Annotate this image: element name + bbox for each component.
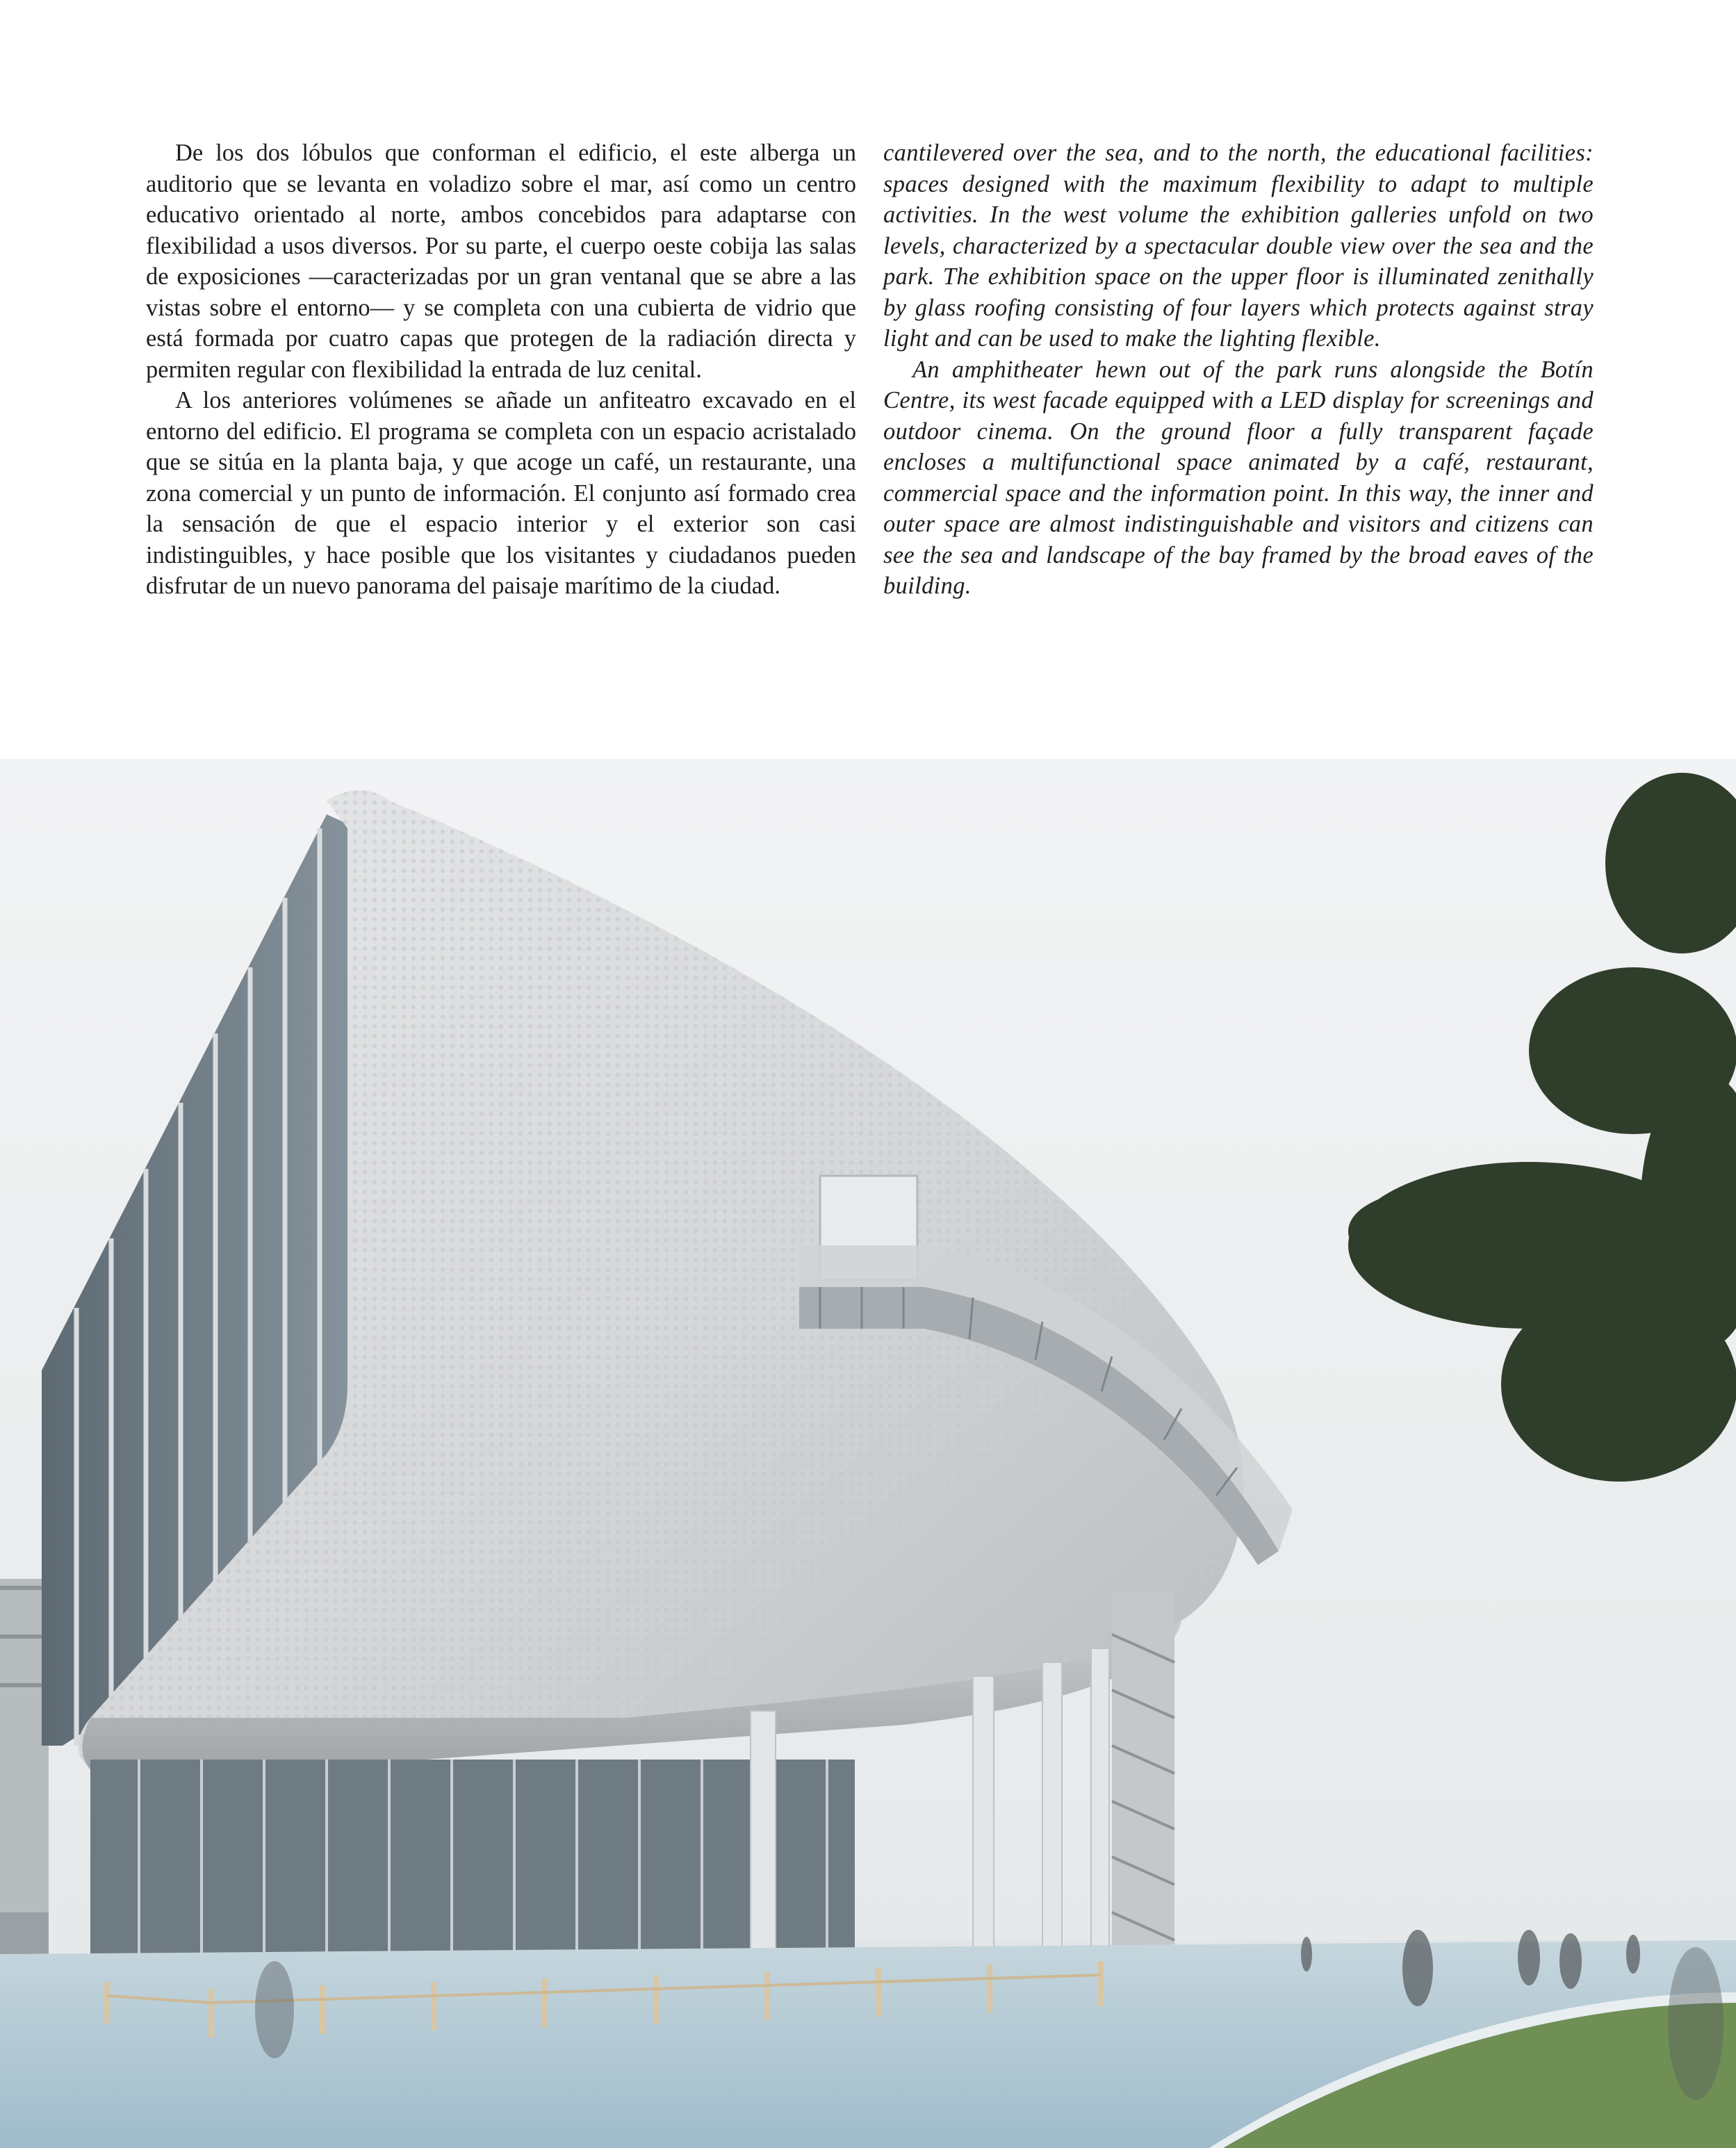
spanish-text-column xyxy=(146,138,856,602)
spanish-paragraph-2: A los anteriores volúmenes se añade un anfiteatro excavado en el entorno del edificio. El programa se completa con un espacio acristalado que se sitúa en la planta baja, y que acoge un café, un restaurante, una zona comercial y un punto de información. El conjunto así formado crea la sensación de que el espacio interior y el exterior son casi indistinguibles, y hace posible que los visitantes y ciudadanos pueden disfrutar de un nuevo panorama del paisaje marítimo de la ciudad. xyxy=(146,387,856,599)
background-building xyxy=(0,1579,49,1954)
english-paragraph-2: An amphitheater hewn out of the park runs alongside the Botín Centre, its west facade equipped with a LED display for screenings and outdoor cinema. On the ground floor a fully transparent façade encloses a multifunctional space animated by a café, restaurant, commercial space and the information point. In this way, the inner and outer space are almost indistinguishable and visitors and citizens can see the sea and landscape of the bay framed by the broad eaves of the building. xyxy=(883,356,1594,599)
building-illustration xyxy=(0,759,1736,2148)
building-photograph xyxy=(0,759,1736,2148)
spanish-paragraph-1: De los dos lóbulos que conforman el edificio, el este alberga un auditorio que se levanta en voladizo sobre el mar, así como un centro educativo orientado al norte, ambos concebidos para adaptarse con flexibilidad a usos diversos. Por su parte, el cuerpo oeste cobija las salas de exposiciones —caracterizadas por un gran ventanal que se abre a las vistas sobre el entorno— y se completa con una cubierta de vidrio que está formada por cuatro capas que protegen de la radiación directa y permiten regular con flexibilidad la entrada de luz cenital. xyxy=(146,140,856,383)
english-text-column xyxy=(883,138,1594,602)
ground-floor-glazing xyxy=(90,1760,855,1954)
english-paragraph-1: cantilevered over the sea, and to the north, the educational facilities: spaces designed with the maximum flexibility to adapt to multiple activities. In the west volume the exhibition galleries unfold on two levels, characterized by a spectacular double view over the sea and the park. The exhibition space on the upper floor is illuminated zenithally by glass roofing consisting of four layers which protects against stray light and can be used to make the lighting flexible. xyxy=(883,140,1594,352)
